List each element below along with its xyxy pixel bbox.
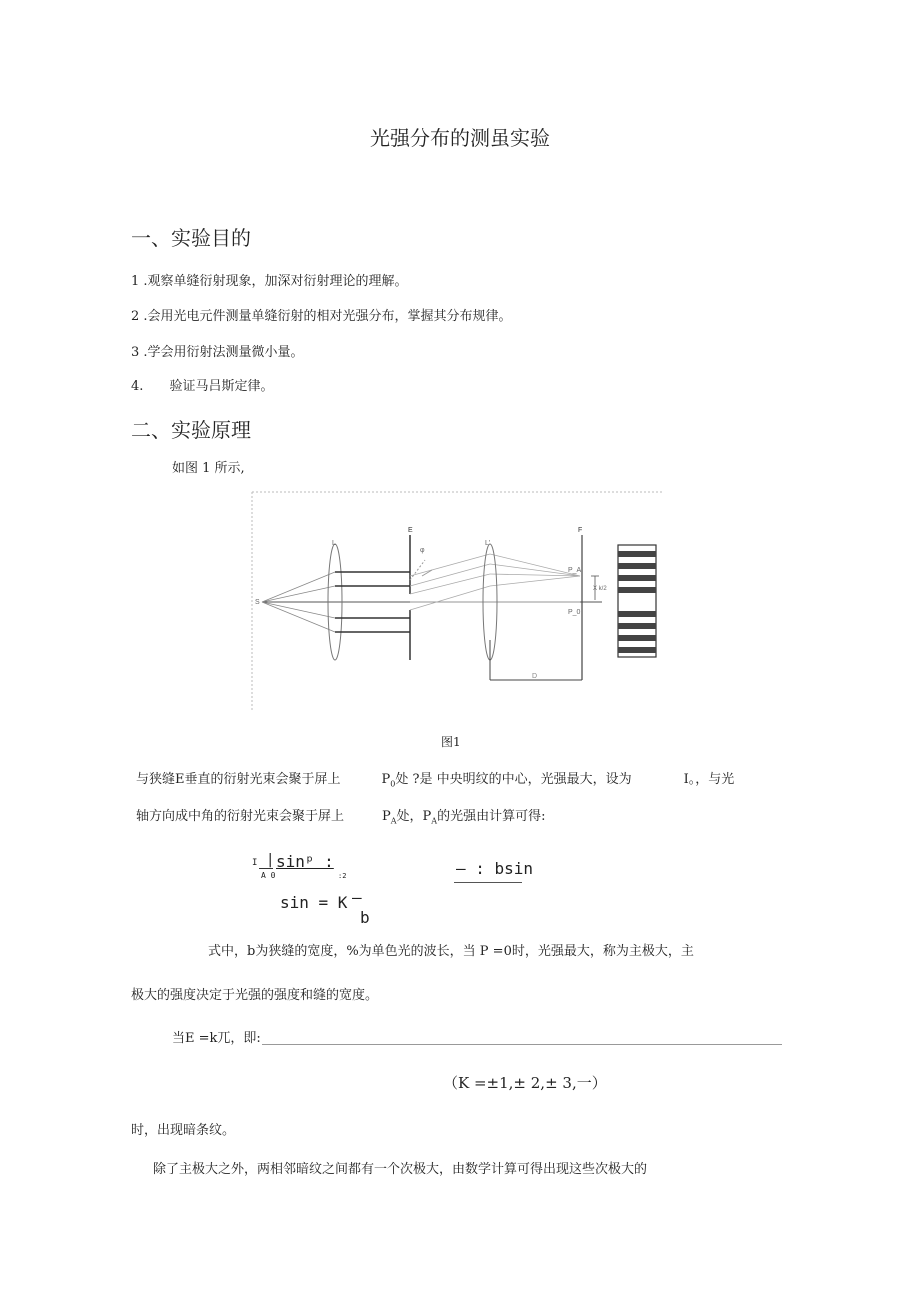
list-item-text: 验证马吕斯定律。 [169,379,274,394]
label-phi: φ [420,547,425,554]
list-item-number: 4. [131,379,144,394]
figure-intro: 如图 1 所示, [172,461,245,476]
formula-sin-eq: sin = K [280,893,348,912]
label-distance: D [532,673,538,680]
label-P0: P_0 [568,609,581,616]
paragraph: 式中，b为狭缝的宽度，%为单色光的波长，当 P =0时，光强最大，称为主极大，主 [208,944,694,959]
formula-underline [259,868,273,869]
list-item-text: .观察单缝衍射现象，加深对衍射理论的理解。 [143,274,408,289]
list-item [131,270,408,289]
divider [262,1044,782,1045]
formula-right-rule [454,882,522,883]
list-item-text: .会用光电元件测量单缝衍射的相对光强分布，掌握其分布规律。 [143,309,512,324]
paragraph: 当E =k兀，即: [172,1031,261,1046]
label-S: S [255,599,260,606]
formula-b-denominator: b [360,908,370,927]
paragraph: 与狭缝E垂直的衍射光束会聚于屏上 $P_0$处 ?是 中央明纹的中心，光强最大，设为 I。，与光 [136,772,735,789]
label-xk: X k/2 [593,586,607,592]
figure-diffraction-diagram [250,490,670,715]
formula-frac-bar: — [352,888,362,907]
list-item [131,375,274,394]
paragraph: 时，出现暗条纹。 [131,1123,236,1138]
label-L: L [332,540,336,547]
fringe-pattern [618,545,656,657]
label-PA: P_A [568,567,582,574]
label-L-prime: L' [485,540,491,547]
formula-i-prefix: I [252,858,258,868]
section-heading-objectives: 一、实验目的 [131,226,251,250]
angle-arc [422,570,432,576]
figure-caption: 图1 [441,735,461,749]
page-title: 光强分布的测虽实验 [370,126,550,150]
k-values: （K =±1,± 2,± 3,一） [443,1074,607,1092]
list-item-number: 2 [131,309,140,324]
paragraph: 极大的强度决定于光强的强度和缝的宽度。 [131,988,379,1003]
list-item-number: 3 [131,345,140,360]
formula-right: — : bsin [456,859,534,878]
label-E: E [408,527,413,534]
formula-bar: | [266,852,275,868]
formula-sin-top: sinᵖ : [276,852,334,871]
formula-a0: A 0 [261,871,276,880]
angle-marker [410,560,425,580]
paragraph: 除了主极大之外，两相邻暗纹之间都有一个次极大，由数学计算可得出现这些次极大的 [153,1162,648,1177]
paragraph: 轴方向成中角的衍射光束会聚于屏上 $P_A$处，$P_A$的光强由计算可得: [136,809,546,826]
list-item [131,341,304,360]
section-heading-principle: 二、实验原理 [131,418,251,442]
list-item [131,305,512,324]
label-F: F [578,527,583,534]
list-item-number: 1 [131,274,140,289]
formula-sub2: :2 [338,872,347,880]
list-item-text: .学会用衍射法测量微小量。 [143,345,304,360]
